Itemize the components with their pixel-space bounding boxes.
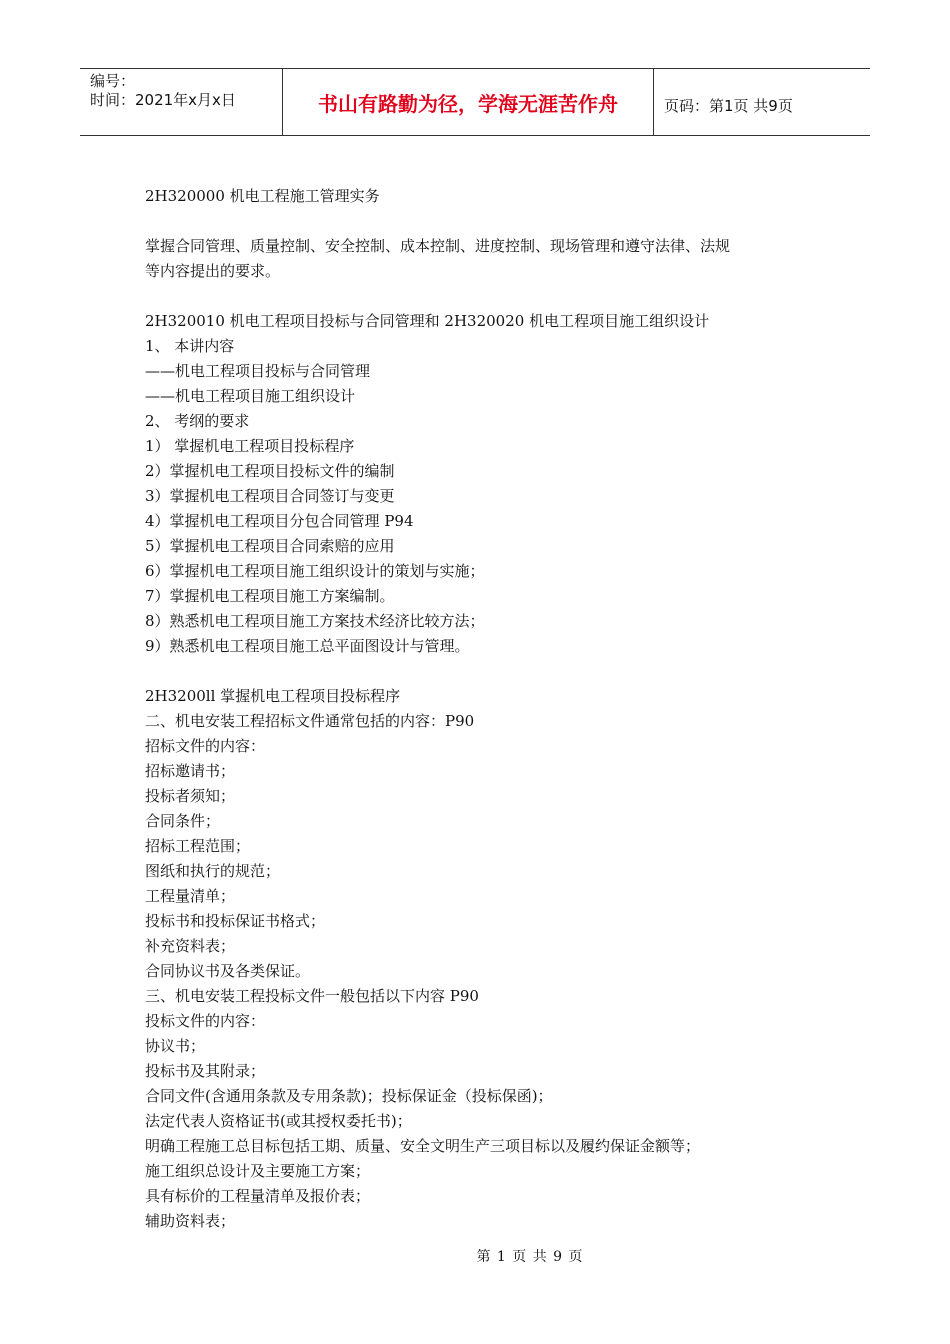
text-line: 2、 考纲的要求 (145, 412, 250, 430)
text-line: 投标书和投标保证书格式； (145, 912, 326, 930)
text-line: 三、机电安装工程投标文件一般包括以下内容 P90 (145, 987, 479, 1005)
text-line: 招标文件的内容： (145, 737, 266, 755)
text-line: 辅助资料表； (145, 1212, 236, 1230)
text-line: 合同条件； (145, 812, 221, 830)
text-line: 投标文件的内容： (145, 1012, 266, 1030)
text-line: 工程量清单； (145, 887, 236, 905)
text-line: 明确工程施工总目标包括工期、质量、安全文明生产三项目标以及履约保证金额等； (145, 1137, 701, 1155)
text-line: 合同协议书及各类保证。 (145, 962, 311, 980)
page-footer (0, 1246, 950, 1266)
blank-line (145, 284, 825, 309)
text-line: 2H320000 机电工程施工管理实务 (145, 187, 380, 205)
text-line: 投标者须知； (145, 787, 236, 805)
text-line: 8）熟悉机电工程项目施工方案技术经济比较方法； (145, 612, 485, 630)
text-line: ——机电工程项目投标与合同管理 (145, 362, 371, 380)
text-line: 图纸和执行的规范； (145, 862, 281, 880)
text-line: 9）熟悉机电工程项目施工总平面图设计与管理。 (145, 637, 470, 655)
blank-line (145, 659, 825, 684)
text-line: 2）掌握机电工程项目投标文件的编制 (145, 462, 395, 480)
text-line: ——机电工程项目施工组织设计 (145, 387, 356, 405)
text-line: 合同文件(含通用条款及专用条款)；投标保证金（投标保函)； (145, 1087, 553, 1105)
text-line: 补充资料表； (145, 937, 236, 955)
text-line: 2H3200ll 掌握机电工程项目投标程序 (145, 687, 401, 705)
text-line: 投标书及其附录； (145, 1062, 266, 1080)
time-label: 时间：2021年x月x日 (90, 91, 236, 109)
text-line: 招标工程范围； (145, 837, 251, 855)
header-right-cell (654, 69, 870, 135)
text-line: 二、机电安装工程招标文件通常包括的内容：P90 (145, 712, 475, 730)
text-line: 施工组织总设计及主要施工方案； (145, 1162, 371, 1180)
footer-page-label: 第 1 页 共 9 页 (476, 1249, 584, 1265)
text-line: 协议书； (145, 1037, 206, 1055)
text-line: 7）掌握机电工程项目施工方案编制。 (145, 587, 395, 605)
motto-text: 书山有路勤为径，学海无涯苦作舟 (318, 91, 618, 116)
text-line: 1、 本讲内容 (145, 337, 235, 355)
text-line: 5）掌握机电工程项目合同索赔的应用 (145, 537, 395, 555)
text-line: 2H320010 机电工程项目投标与合同管理和 2H320020 机电工程项目施工组织设计 (145, 312, 710, 330)
number-label: 编号： (90, 72, 136, 90)
text-line: 掌握合同管理、质量控制、安全控制、成本控制、进度控制、现场管理和遵守法律、法规 (145, 237, 731, 255)
page-info: 页码：第1页 共9页 (664, 97, 793, 115)
document-body (145, 184, 825, 1234)
text-line: 6）掌握机电工程项目施工组织设计的策划与实施； (145, 562, 485, 580)
text-line: 招标邀请书； (145, 762, 236, 780)
header-left-cell (80, 69, 282, 135)
text-line: 法定代表人资格证书(或其授权委托书)； (145, 1112, 412, 1130)
text-line: 1） 掌握机电工程项目投标程序 (145, 437, 355, 455)
text-line: 4）掌握机电工程项目分包合同管理 P94 (145, 512, 414, 530)
text-line: 具有标价的工程量清单及报价表； (145, 1187, 371, 1205)
header-motto-cell (282, 69, 654, 135)
page-header (80, 68, 870, 136)
text-line: 等内容提出的要求。 (145, 262, 281, 280)
text-line: 3）掌握机电工程项目合同签订与变更 (145, 487, 395, 505)
blank-line (145, 209, 825, 234)
